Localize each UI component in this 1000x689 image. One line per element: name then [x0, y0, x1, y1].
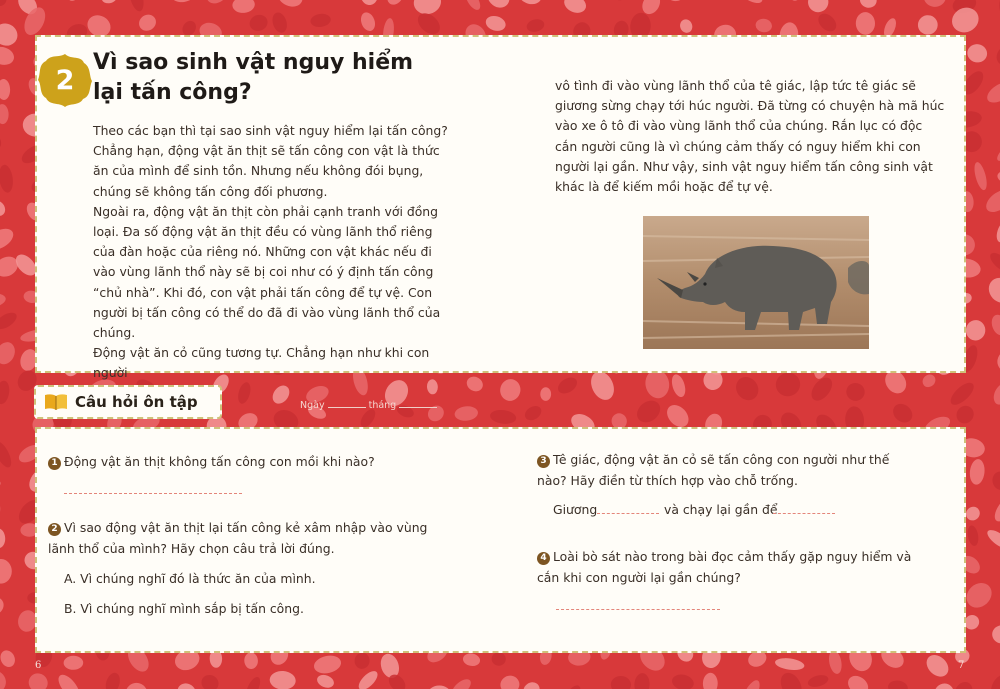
background-spot [55, 671, 83, 689]
background-spot [965, 319, 987, 342]
page-number-left: 6 [35, 660, 42, 671]
question-1 [48, 451, 468, 472]
background-spot [984, 273, 1000, 308]
question-4 [537, 546, 917, 588]
background-spot [0, 475, 2, 489]
fill-blank-1[interactable] [597, 513, 659, 514]
background-spot [991, 624, 1000, 644]
background-spot [815, 10, 840, 35]
background-spot [633, 396, 665, 427]
background-spot [777, 669, 806, 689]
paragraph: vô tình đi vào vùng lãnh thổ của tê giác, lập tức tê giác sẽ giương sừng chạy tới húc người. Đã từng có chuyện hà mã húc vào xe ô tô đi vào vùng lãnh thổ của chúng. Rắn lục có độc cắn người cũng là vì chúng cảm thấy có nguy hiểm khi con người lại gần. Như vậy, sinh vật nguy hiểm tấn công sinh vật khác là để kiếm mồi hoặc để tự vệ. [555, 78, 945, 195]
background-spot [561, 0, 588, 16]
background-spot [0, 648, 18, 669]
background-spot [889, 400, 916, 426]
background-spot [987, 250, 1000, 276]
background-spot [353, 651, 371, 670]
background-spot [136, 11, 159, 34]
background-spot [0, 197, 8, 219]
background-spot [0, 593, 7, 618]
background-spot [555, 374, 580, 397]
paragraph: Theo các bạn thì tại sao sinh vật nguy hiểm lại tấn công? Chẳng hạn, động vật ăn thịt sẽ tấn công con vật là thức ăn của mình để sinh tồn. Nhưng nếu không đói bụng, chúng sẽ không tấn công đối phương. [93, 123, 448, 199]
background-spot [449, 676, 474, 689]
background-spot [966, 42, 989, 64]
background-spot [887, 679, 908, 689]
paragraph: Ngoài ra, động vật ăn thịt còn phải cạnh tranh với đồng loại. Đa số động vật ăn thịt đều có vùng lãnh thổ riêng của đàn hoặc của riêng nó. Những con vật khác nếu đi vào vùng lãnh thổ này sẽ bị coi như có ý định tấn công “chủ nhà”. Khi đó, con vật phải tấn công để tự vệ. Con người bị tấn công có thể do đã đi vào vùng lãnh thổ của chúng. [93, 203, 441, 341]
background-spot [807, 673, 830, 689]
background-spot [269, 670, 296, 689]
question-3 [537, 449, 917, 491]
right-text-column [555, 76, 945, 197]
background-spot [489, 409, 517, 426]
background-spot [0, 380, 11, 405]
background-spot [491, 652, 507, 667]
background-spot [484, 14, 507, 33]
review-title: Câu hỏi ôn tập [75, 393, 198, 411]
background-spot [270, 11, 289, 35]
background-spot [788, 0, 801, 1]
background-spot [0, 20, 21, 50]
review-tab [34, 385, 222, 419]
fill-word-1: Giương [553, 502, 598, 517]
paragraph: Động vật ăn cỏ cũng tương tự. Chẳng hạn như khi con người [93, 345, 430, 381]
question-2-text: Vì sao động vật ăn thịt lại tấn công kẻ xâm nhập vào vùng lãnh thổ của mình? Hãy chọn câu trả lời đúng. [48, 520, 428, 556]
background-spot [517, 0, 543, 7]
background-spot [634, 673, 650, 689]
background-spot [993, 346, 1000, 377]
section-number-badge [43, 58, 87, 102]
background-spot [64, 0, 86, 4]
background-spot [969, 458, 986, 485]
background-spot [0, 559, 12, 584]
rhino-photo [643, 216, 869, 349]
background-spot [0, 339, 18, 367]
open-book-icon [44, 393, 68, 411]
background-spot [991, 381, 1000, 407]
month-blank[interactable] [399, 407, 437, 408]
option-b[interactable]: B. Vì chúng nghĩ mình sắp bị tấn công. [64, 601, 304, 616]
background-spot [855, 12, 875, 35]
question-number-badge: 2 [48, 523, 61, 536]
background-spot [739, 678, 763, 689]
background-spot [994, 139, 1000, 164]
background-spot [356, 668, 381, 689]
background-spot [982, 186, 1000, 217]
background-spot [0, 164, 15, 194]
background-spot [170, 0, 196, 4]
section-title [93, 48, 423, 108]
background-spot [827, 649, 843, 675]
background-spot [247, 12, 269, 33]
background-spot [428, 686, 451, 689]
background-spot [275, 0, 306, 10]
background-spot [966, 525, 980, 547]
background-spot [0, 128, 5, 153]
background-spot [0, 291, 7, 310]
fill-blank-2[interactable] [773, 513, 835, 514]
background-spot [563, 683, 583, 689]
background-spot [312, 653, 342, 676]
background-spot [243, 675, 263, 689]
question-4-text: Loài bò sát nào trong bài đọc cảm thấy gặp nguy hiểm và cắn khi con người lại gần chúng? [537, 549, 912, 585]
background-spot [454, 405, 479, 422]
background-spot [232, 0, 256, 14]
background-spot [804, 0, 832, 16]
background-spot [483, 0, 514, 12]
background-spot [359, 0, 379, 7]
background-spot [463, 0, 483, 12]
background-spot [996, 168, 1000, 188]
background-spot [313, 0, 333, 1]
fill-word-2: và chạy lại gần để [664, 502, 778, 517]
background-spot [0, 104, 9, 124]
background-spot [498, 377, 522, 402]
background-spot [845, 381, 867, 402]
background-spot [611, 0, 628, 3]
question-number-badge: 1 [48, 457, 61, 470]
background-spot [732, 373, 763, 405]
section-title-line1: Vì sao sinh vật nguy hiểm [93, 50, 414, 75]
background-spot [124, 681, 149, 689]
background-spot [101, 0, 118, 5]
background-spot [0, 404, 4, 430]
background-spot [678, 18, 694, 35]
background-spot [0, 79, 10, 100]
background-spot [384, 0, 405, 8]
background-spot [773, 370, 803, 400]
answer-line-q1[interactable] [64, 493, 242, 494]
date-line [300, 400, 440, 411]
background-spot [103, 671, 122, 689]
background-spot [951, 679, 975, 689]
section-title-line2: lại tấn công? [93, 80, 252, 105]
background-spot [269, 382, 293, 407]
background-spot [987, 670, 1000, 689]
background-spot [661, 0, 690, 5]
background-spot [948, 3, 983, 37]
background-spot [199, 672, 222, 689]
background-spot [315, 673, 336, 689]
background-spot [174, 680, 199, 689]
background-spot [984, 78, 1000, 106]
background-spot [858, 0, 878, 10]
background-spot [0, 528, 6, 548]
background-spot [611, 676, 632, 689]
background-spot [736, 0, 765, 6]
background-spot [540, 387, 551, 401]
background-spot [703, 673, 718, 689]
background-spot [587, 368, 619, 404]
background-spot [953, 402, 977, 426]
background-spot [0, 44, 16, 67]
background-spot [962, 578, 997, 613]
background-spot [0, 669, 7, 689]
background-spot [991, 470, 1000, 491]
background-spot [923, 0, 947, 8]
background-spot [947, 379, 977, 408]
question-number-badge: 3 [537, 455, 550, 468]
background-spot [236, 381, 253, 405]
background-spot [522, 403, 544, 423]
background-spot [0, 224, 17, 253]
background-spot [0, 0, 8, 7]
day-blank[interactable] [328, 407, 366, 408]
background-spot [922, 651, 952, 681]
question-3-text: Tê giác, động vật ăn cỏ sẽ tấn công con người như thế nào? Hãy điền từ thích hợp vào chỗ trống. [537, 452, 890, 488]
answer-line-q4[interactable] [556, 609, 720, 610]
question-1-text: Động vật ăn thịt không tấn công con mồi khi nào? [64, 454, 375, 469]
background-spot [0, 498, 2, 527]
left-text-column [93, 121, 455, 384]
background-spot [920, 372, 938, 390]
background-spot [670, 672, 695, 689]
background-spot [525, 18, 545, 34]
background-spot [520, 679, 542, 689]
background-spot [669, 373, 687, 399]
background-spot [917, 14, 939, 36]
background-spot [359, 10, 378, 33]
background-spot [991, 494, 1000, 525]
question-number-badge: 4 [537, 552, 550, 565]
background-spot [310, 13, 332, 29]
section-number: 2 [55, 64, 75, 96]
background-spot [127, 0, 147, 13]
background-spot [984, 527, 1000, 552]
question-2 [48, 517, 428, 559]
background-spot [0, 309, 19, 332]
option-a[interactable]: A. Vì chúng nghĩ đó là thức ăn của mình. [64, 571, 316, 586]
background-spot [930, 679, 957, 689]
background-spot [972, 161, 989, 191]
background-spot [25, 670, 51, 689]
background-spot [989, 313, 1000, 338]
page-number-right: 7 [958, 660, 965, 671]
day-label: Ngày [300, 400, 325, 411]
background-spot [0, 439, 15, 470]
background-spot [63, 656, 83, 670]
background-spot [204, 0, 229, 7]
background-spot [710, 0, 730, 1]
background-spot [963, 504, 982, 523]
background-spot [464, 374, 485, 394]
month-label: tháng [368, 400, 397, 411]
background-spot [774, 656, 805, 671]
background-spot [244, 652, 258, 669]
background-spot [994, 217, 1000, 244]
background-spot [499, 674, 521, 689]
background-spot [755, 18, 773, 34]
background-spot [844, 672, 871, 689]
background-spot [462, 652, 481, 667]
background-spot [993, 39, 1000, 70]
background-spot [807, 374, 836, 405]
